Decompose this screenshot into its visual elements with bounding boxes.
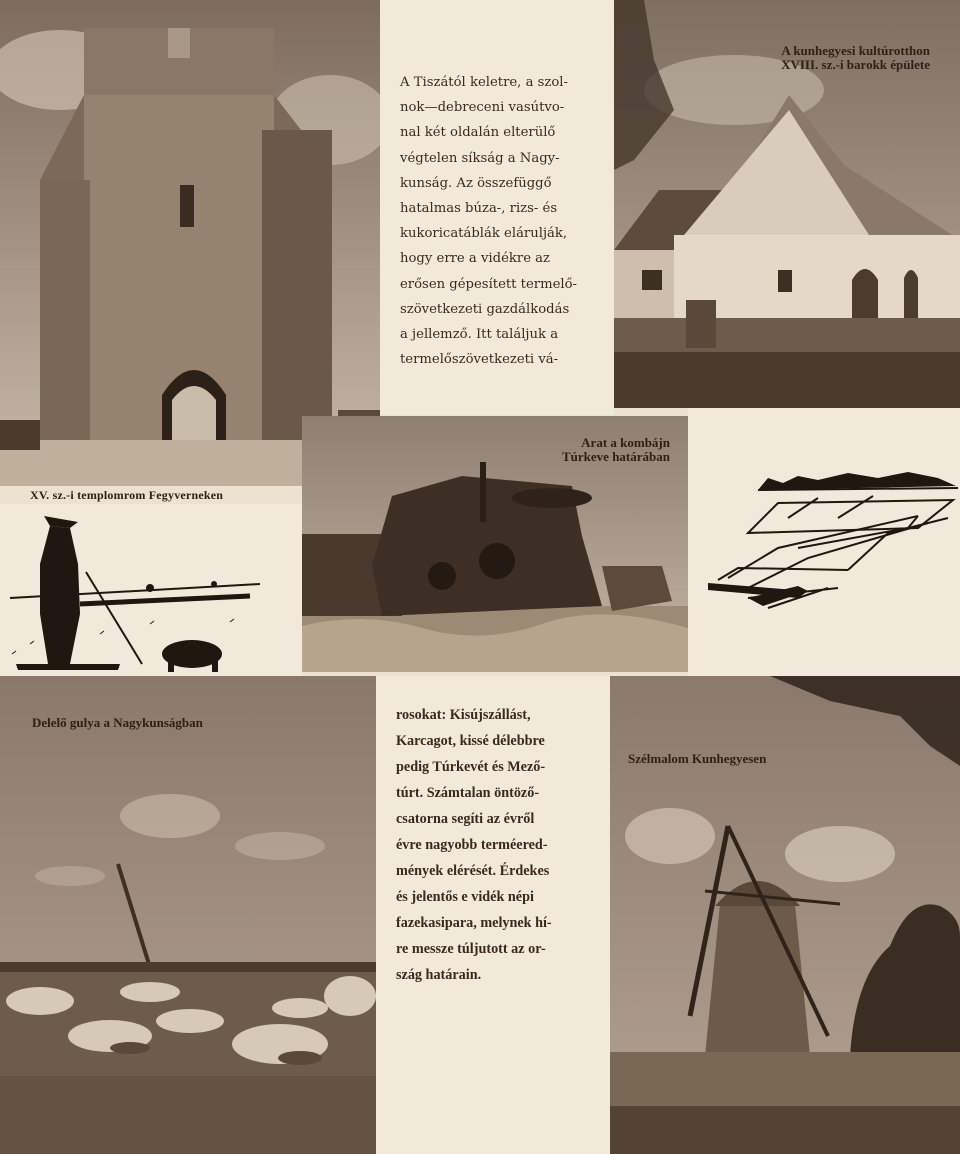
text-line: re messze túljutott az or-: [396, 941, 546, 957]
text-line: kunság. Az összefüggő: [400, 175, 552, 191]
text-line: kukoricatáblák elárulják,: [400, 226, 568, 242]
shepherd-drawing: [0, 504, 302, 676]
text-line: túrt. Számtalan öntöző-: [396, 785, 540, 801]
text-line: nok—debreceni vasútvo-: [400, 100, 565, 116]
church-caption: XV. sz.-i templomrom Fegyverneken: [30, 488, 224, 502]
text-line: mények elérését. Érdekes: [396, 863, 550, 879]
text-line: rosokat: Kisújszállást,: [396, 707, 531, 723]
combine-caption-line1: Arat a kombájn: [581, 435, 670, 450]
text-line: csatorna segíti az évről: [396, 811, 535, 827]
church-ruin-photo: [0, 0, 380, 486]
combine-caption-line2: Túrkeve határában: [562, 449, 670, 464]
text-line: szövetkezeti gazdálkodás: [400, 301, 570, 317]
text-line: Karcagot, kissé délebbre: [396, 733, 545, 749]
kulturotthon-caption-line1: A kunhegyesi kultúrotthon: [781, 43, 930, 58]
windmill-caption: Szélmalom Kunhegyesen: [628, 751, 767, 766]
text-line: fazekasipara, melynek hí-: [396, 915, 552, 931]
combine-harvester-photo: [302, 416, 688, 672]
kulturotthon-photo: [614, 0, 960, 408]
text-line: végtelen síkság a Nagy-: [400, 150, 560, 166]
windmill-photo: [610, 676, 960, 1154]
intro-text-panel: [380, 0, 614, 415]
text-line: és jelentős e vidék népi: [396, 889, 534, 905]
field-plan-drawing: [688, 408, 960, 676]
cattle-herd-photo: [0, 676, 376, 1154]
kulturotthon-caption-line2: XVIII. sz.-i barokk épülete: [781, 57, 930, 72]
text-line: nal két oldalán elterülő: [400, 125, 556, 141]
text-line: erősen gépesített termelő-: [400, 276, 578, 292]
text-line: pedig Túrkevét és Mező-: [396, 759, 546, 775]
text-line: A Tiszától keletre, a szol-: [400, 75, 568, 90]
text-line: a jellemző. Itt találjuk a: [400, 327, 559, 343]
text-line: hatalmas búza-, rizs- és: [400, 201, 558, 217]
text-line: szág határain.: [396, 967, 482, 983]
text-line: hogy erre a vidékre az: [400, 251, 550, 267]
continued-text-panel: [376, 676, 610, 1154]
text-line: évre nagyobb terméered-: [396, 837, 548, 853]
cattle-caption: Delelő gulya a Nagykunságban: [32, 715, 203, 730]
text-line: termelőszövetkezeti vá-: [400, 352, 559, 368]
